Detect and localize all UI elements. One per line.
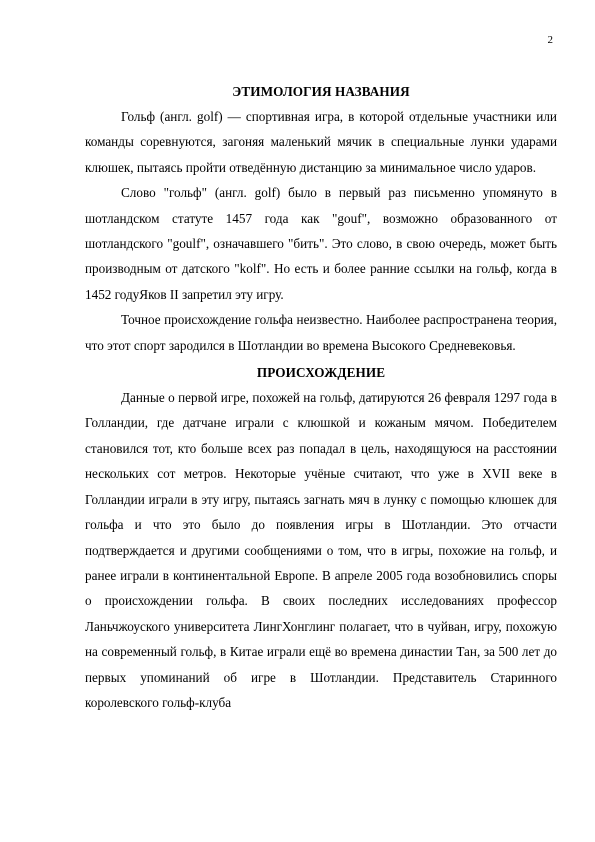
page-number: 2 — [547, 34, 553, 46]
page-content — [85, 80, 557, 715]
paragraph-golf-definition: Гольф (англ. golf) — спортивная игра, в которой отдельные участники или команды соревнуются, загоняя маленький мячик в специальные лунки ударами клюшек, пытаясь пройти отведённую дистанцию за минимальное число ударов. — [85, 109, 557, 175]
paragraph-first-game: Данные о первой игре, похожей на гольф, датируются 26 февраля 1297 года в Голландии, где датчане играли с клюшкой и кожаным мячом. Победителем становился тот, кто больше всех раз попадал в цель, находящуюся на расстоянии нескольких сот метров. Некоторые учёные считают, что уже в XVII веке в Голландии играли в эту игру, пытаясь загнать мяч в лунку с помощью клюшек для гольфа и что это было до появления игры в Шотландии. Это отчасти подтверждается и другими сообщениями о том, что в игры, похожие на гольф, и ранее играли в континентальной Европе. В апреле 2005 года возобновились споры о происхождении гольфа. В своих последних исследованиях профессор Ланьчжоуского университета ЛингХонглинг полагает, что в чуйван, игру, похожую на современный гольф, в Китае играли ещё во времена династии Тан, за 500 лет до первых упоминаний об игре в Шотландии. Представитель Старинного королевского гольф-клуба — [85, 390, 557, 710]
paragraph-origin-unknown: Точное происхождение гольфа неизвестно. Наиболее распространена теория, что этот спорт зародился в Шотландии во времена Высокого Средневековья. — [85, 312, 557, 353]
paragraph-word-origin: Слово "гольф" (англ. golf) было в первый раз письменно упомянуто в шотландском статуте 1457 года как "gouf", возможно образованного от шотландского "goulf", означавшего "бить". Это слово, в свою очередь, может быть производным от датского "kolf". Но есть и более ранние ссылки на гольф, когда в 1452 годуЯков II запретил эту игру. — [85, 185, 557, 302]
section-heading-origin: ПРОИСХОЖДЕНИЕ — [256, 365, 386, 381]
section-heading-etymology: ЭТИМОЛОГИЯ НАЗВАНИЯ — [232, 84, 410, 99]
